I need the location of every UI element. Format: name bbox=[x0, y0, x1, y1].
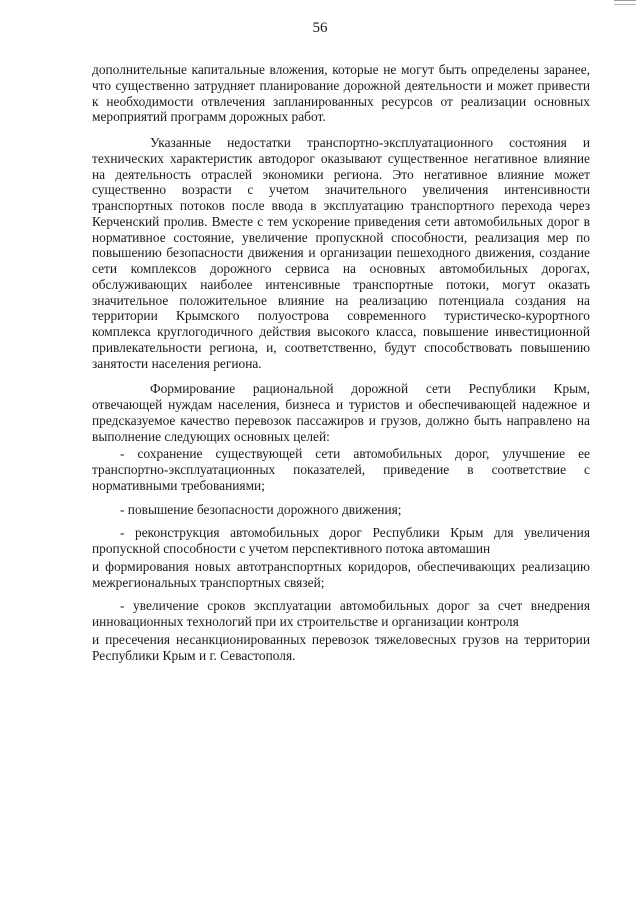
goal-list-item-continuation: и формирования новых автотранспортных коридоров, обеспечивающих реализацию межрегиональных транспортных связей; bbox=[92, 558, 590, 590]
goal-list-item: - повышение безопасности дорожного движения; bbox=[120, 501, 402, 517]
paragraph: дополнительные капитальные вложения, которые не могут быть определены заранее, что существенно затрудняет планирование дорожной деятельности и может привести к необходимости отвлечения запланированных ресурсов от реализации основных мероприятий программ дорожных работ. bbox=[92, 62, 590, 125]
goal-list-item: - сохранение существующей сети автомобильных дорог, улучшение ее транспортно-эксплуатационных показателей, приведение в соответствие с нормативными требованиями; bbox=[92, 446, 590, 493]
document-body bbox=[92, 62, 590, 663]
goal-list-item: - увеличение сроков эксплуатации автомобильных дорог за счет внедрения инновационных технологий при их строительстве и организации контроля bbox=[92, 598, 590, 629]
paragraph: Формирование рациональной дорожной сети Республики Крым, отвечающей нуждам населения, бизнеса и туристов и обеспечивающей надежное и предсказуемое качество перевозок пассажиров и грузов, должно быть направлено на выполнение следующих основных целей: bbox=[92, 381, 590, 444]
page-number: 56 bbox=[312, 20, 328, 36]
goal-list-item-continuation: и пресечения несанкционированных перевозок тяжеловесных грузов на территории Республики Крым и г. Севастополя. bbox=[92, 631, 590, 663]
paragraph: Указанные недостатки транспортно-эксплуатационного состояния и технических характеристик автодорог оказывают существенное негативное влияние на деятельность отраслей экономики региона. Это негативное влияние может существенно возрасти с учетом значительного увеличения интенсивности транспортных потоков после ввода в эксплуатацию транспортного перехода через Керченский пролив. Вместе с тем ускорение приведения сети автомобильных дорог в нормативное состояние, увеличение пропускной способности, реализация мер по повышению безопасности движения и организации пешеходного движения, создание сети комплексов дорожного сервиса на основных автомобильных дорогах, обслуживающих наиболее интенсивные транспортные потоки, могут оказать значительное положительное влияние на реализацию потенциала создания на территории Крымского полуострова современного туристическо-курортного комплекса круглогодичного действия высокого класса, повышение инвестиционной привлекательности региона, и, соответственно, будут способствовать повышению занятости населения региона. bbox=[92, 135, 590, 371]
scan-edge-mark bbox=[614, 0, 636, 1]
scan-edge-mark bbox=[614, 4, 636, 5]
goal-list-item: - реконструкция автомобильных дорог Республики Крым для увеличения пропускной способности с учетом перспективного потока автомашин bbox=[92, 525, 590, 556]
